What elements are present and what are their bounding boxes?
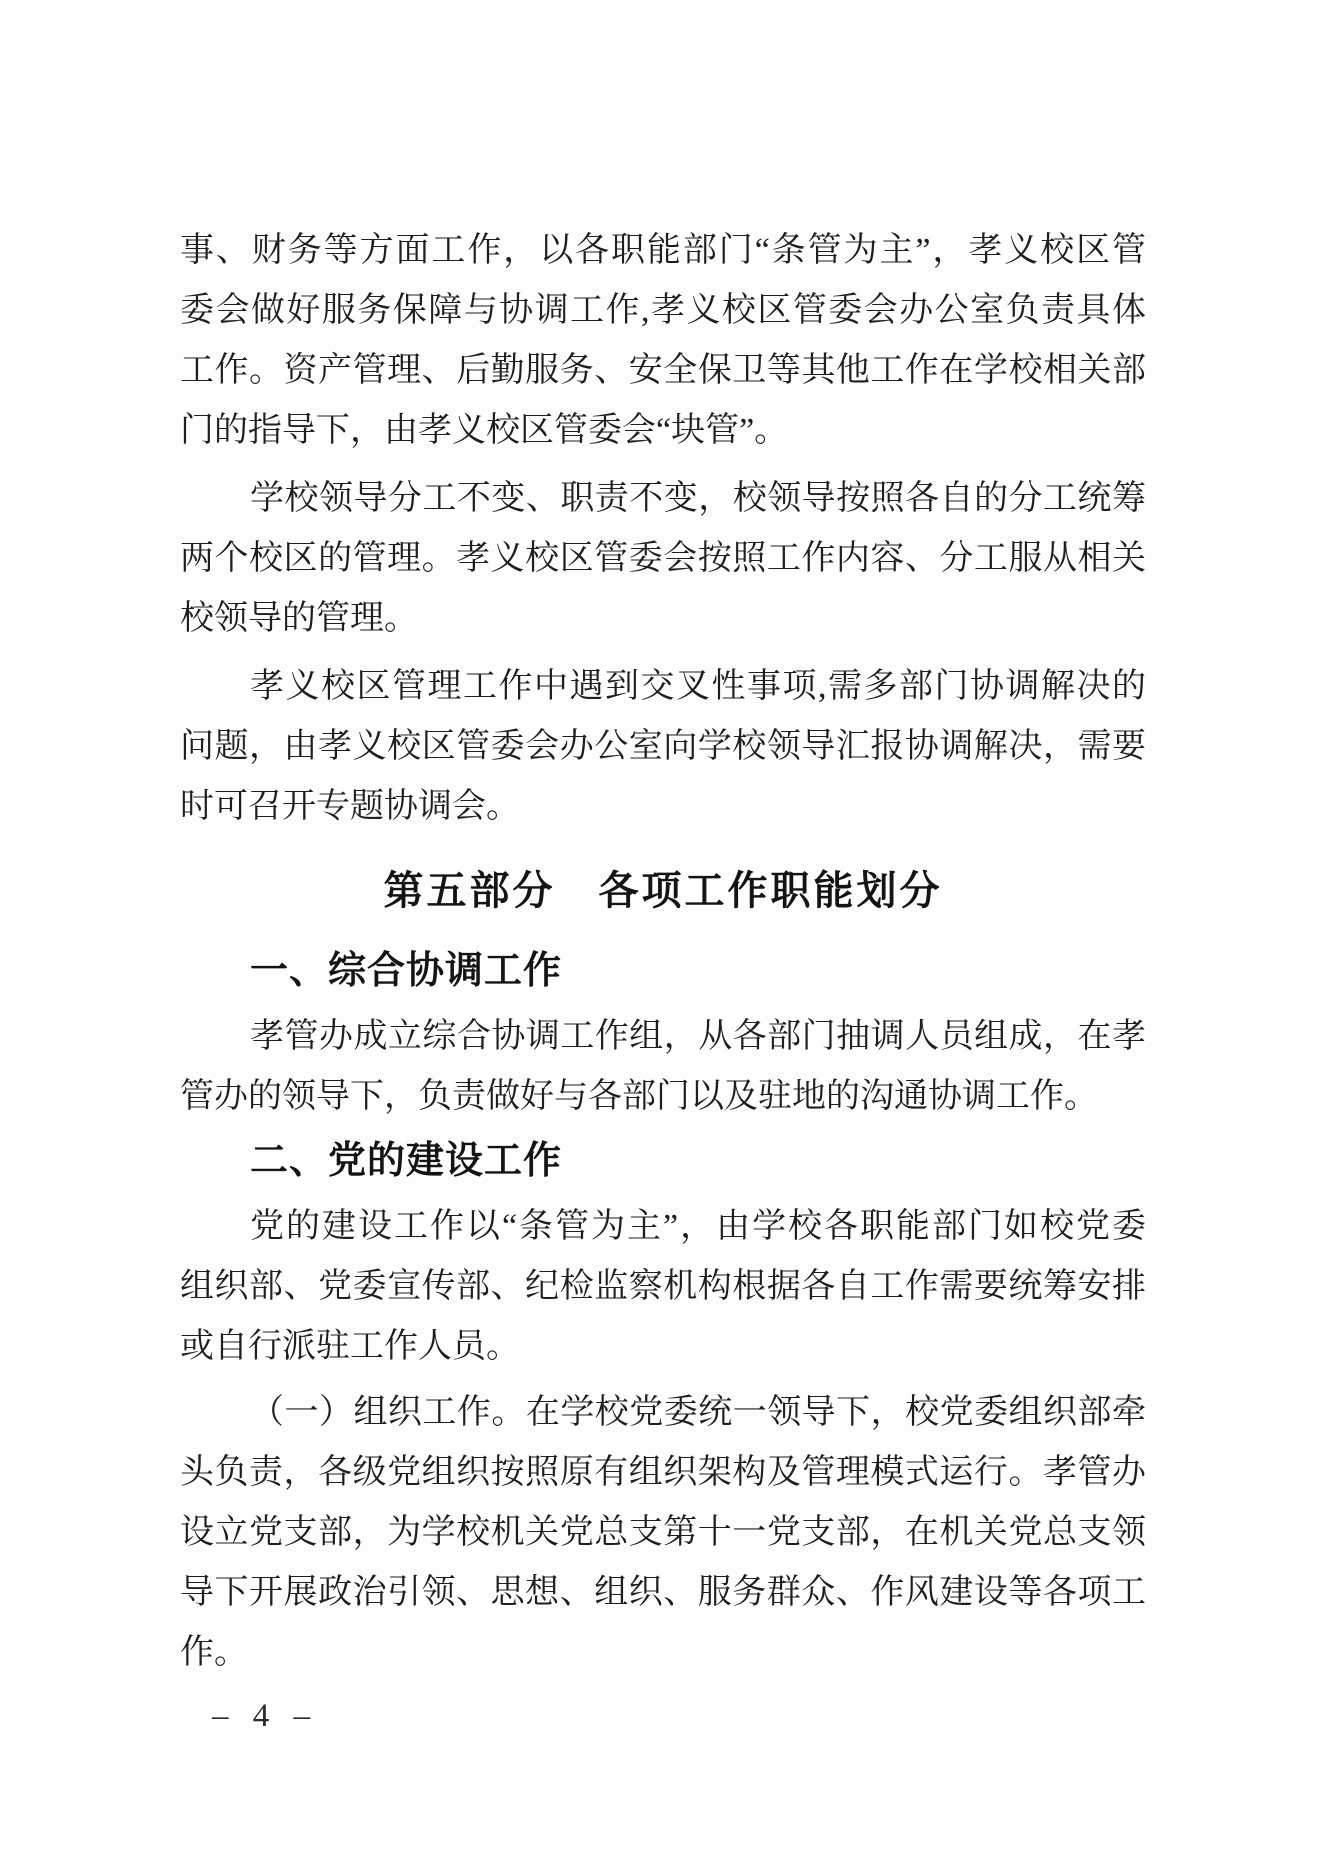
body-line: 问题，由孝义校区管委会办公室向学校领导汇报协调解决，需要 [180,728,1146,765]
body-line: 学校领导分工不变、职责不变，校领导按照各自的分工统筹 [250,480,1146,517]
body-line: 党的建设工作以“条管为主”，由学校各职能部门如校党委 [250,1208,1146,1245]
body-line: 作。 [180,1634,248,1671]
paragraph-1 [180,221,1146,461]
body-line: 或自行派驻工作人员。 [180,1328,520,1365]
body-line: 委会做好服务保障与协调工作,孝义校区管委会办公室负责具体 [180,292,1146,329]
body-line: 管办的领导下，负责做好与各部门以及驻地的沟通协调工作。 [180,1078,1098,1115]
body-line: 工作。资产管理、后勤服务、安全保卫等其他工作在学校相关部 [180,352,1146,389]
body-line: 时可召开专题协调会。 [180,788,520,825]
body-line: 孝管办成立综合协调工作组，从各部门抽调人员组成，在孝 [250,1018,1146,1055]
body-line: 头负责，各级党组织按照原有组织架构及管理模式运行。孝管办 [180,1454,1146,1491]
body-line: 设立党支部，为学校机关党总支第十一党支部，在机关党总支领 [180,1514,1146,1551]
paragraph-4 [180,1007,1146,1127]
body-line: 校领导的管理。 [180,600,418,637]
paragraph-2 [180,469,1146,649]
body-line: 导下开展政治引领、思想、组织、服务群众、作风建设等各项工 [180,1574,1146,1611]
document-body [180,0,1146,1683]
page-number: – 4 – [212,1698,318,1734]
paragraph-6 [180,1383,1146,1683]
paragraph-3 [180,657,1146,837]
subheading-coordination-work: 一、综合协调工作 [250,950,563,992]
body-line: 门的指导下，由孝义校区管委会“块管”。 [180,412,789,449]
body-line: （一）组织工作。在学校党委统一领导下，校党委组织部牵 [250,1394,1146,1431]
body-line: 孝义校区管理工作中遇到交叉性事项,需多部门协调解决的 [250,668,1146,705]
body-line: 两个校区的管理。孝义校区管委会按照工作内容、分工服从相关 [180,540,1146,577]
body-line: 事、财务等方面工作，以各职能部门“条管为主”，孝义校区管 [180,232,1146,269]
subheading-party-building-work: 二、党的建设工作 [250,1140,563,1182]
paragraph-5 [180,1197,1146,1377]
body-line: 组织部、党委宣传部、纪检监察机构根据各自工作需要统筹安排 [180,1268,1146,1305]
section-heading-part5: 第五部分 各项工作职能划分 [383,869,943,913]
